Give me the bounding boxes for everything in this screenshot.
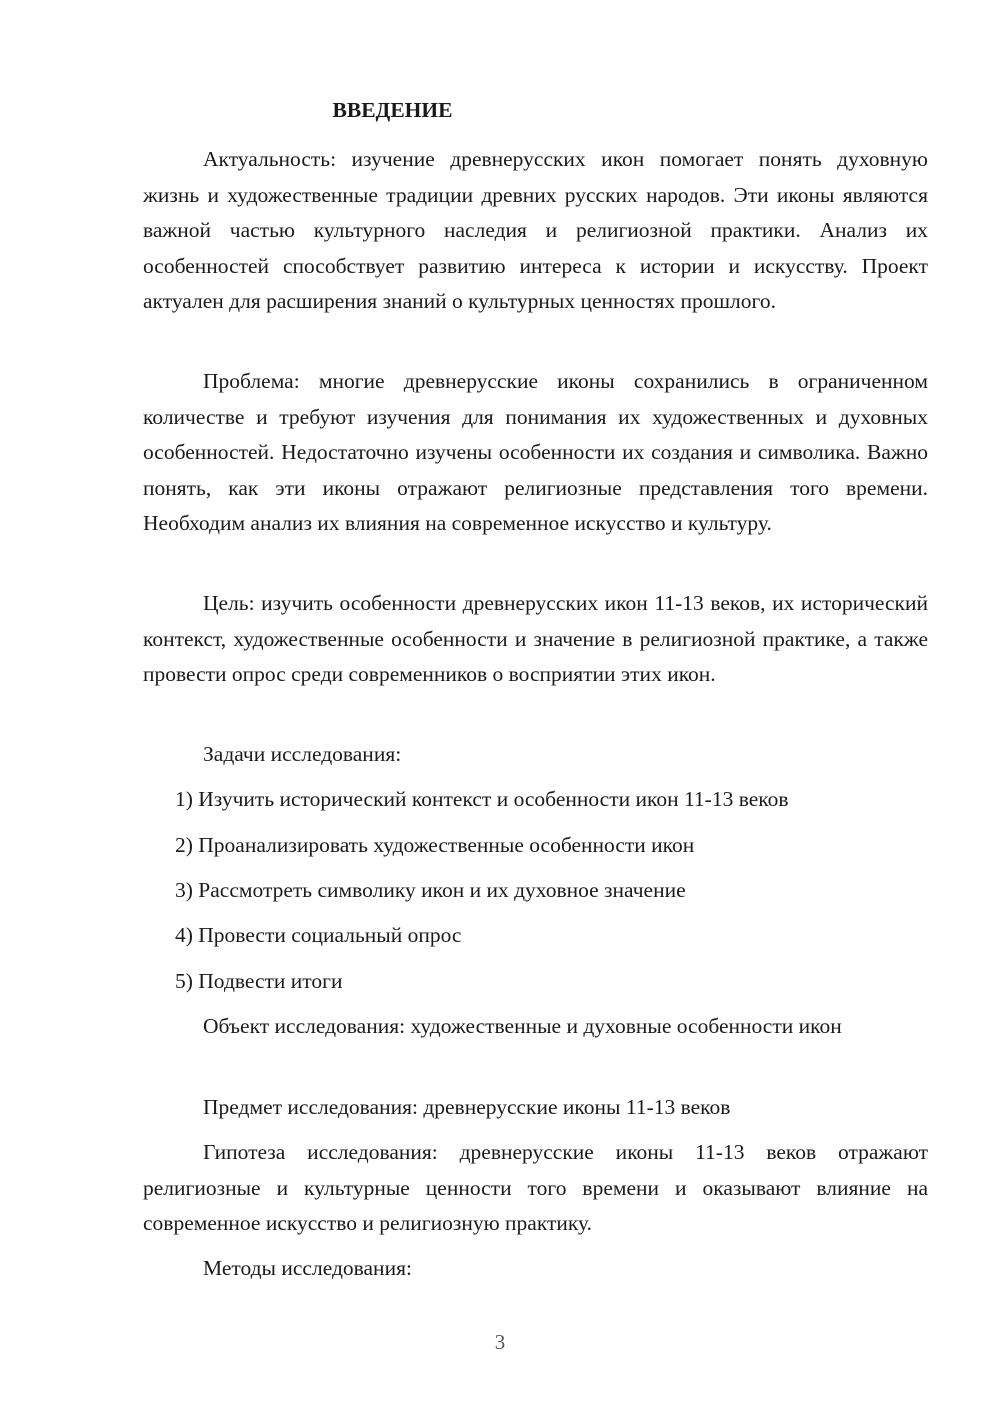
task-item-4: 4) Провести социальный опрос — [175, 923, 462, 947]
task-item-1: 1) Изучить исторический контекст и особенности икон 11-13 веков — [175, 787, 789, 811]
paragraph-object: Объект исследования: художественные и духовные особенности икон — [203, 1014, 842, 1038]
paragraph-relevance: Актуальность: изучение древнерусских икон помогает понять духовную жизнь и художественные традиции древних русских народов. Эти иконы являются важной частью культурного наследия и религиозной практики. Анализ их особенностей способствует развитию интереса к истории и искусству. Проект актуален для расширения знаний о культурных ценностях прошлого. — [143, 147, 928, 313]
page-number: 3 — [494, 1330, 506, 1354]
paragraph-hypothesis: Гипотеза исследования: древнерусские иконы 11-13 веков отражают религиозные и культурные ценности того времени и оказывают влияние на современное искусство и религиозную практику. — [143, 1140, 928, 1235]
paragraph-subject: Предмет исследования: древнерусские иконы 11-13 веков — [203, 1095, 731, 1119]
task-item-2: 2) Проанализировать художественные особенности икон — [175, 833, 695, 857]
task-item-5: 5) Подвести итоги — [175, 969, 343, 993]
methods-heading: Методы исследования: — [203, 1256, 412, 1280]
document-title: ВВЕДЕНИЕ — [332, 98, 453, 122]
paragraph-problem: Проблема: многие древнерусские иконы сохранились в ограниченном количестве и требуют изучения для понимания их художественных и духовных особенностей. Недостаточно изучены особенности их создания и символика. Важно понять, как эти иконы отражают религиозные представления того времени. Необходим анализ их влияния на современное искусство и культуру. — [143, 369, 928, 535]
tasks-heading: Задачи исследования: — [203, 742, 402, 766]
task-item-3: 3) Рассмотреть символику икон и их духовное значение — [175, 878, 686, 902]
paragraph-goal: Цель: изучить особенности древнерусских икон 11-13 веков, их исторический контекст, художественные особенности и значение в религиозной практике, а также провести опрос среди современников о восприятии этих икон. — [143, 591, 928, 686]
